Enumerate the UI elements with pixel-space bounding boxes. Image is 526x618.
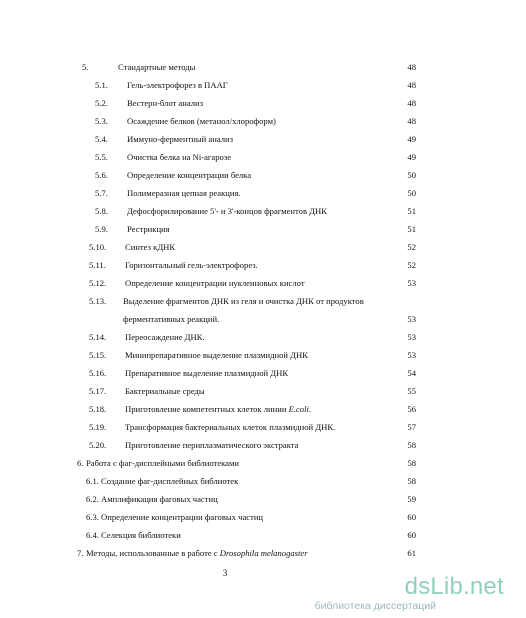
toc-entry-number: 5.17. — [89, 386, 107, 396]
toc-entry-title-text: Препаративное выделение плазмидной ДНК — [125, 368, 289, 378]
toc-entry-page: 52 — [407, 260, 416, 270]
toc-entry-page: 49 — [407, 152, 416, 162]
toc-entry-title — [127, 116, 276, 126]
toc-entry-page: 53 — [407, 314, 416, 324]
toc-entry-title-text: Стандартные методы — [118, 62, 196, 72]
toc-entry-title — [127, 224, 170, 234]
toc-entry-page: 53 — [407, 278, 416, 288]
toc-entry-title-text: Рестрикция — [127, 224, 170, 234]
toc-entry-page: 48 — [407, 62, 416, 72]
toc-entry-title-text: ферментативных реакций. — [123, 314, 220, 324]
toc-entry-title-text: Приготовление периплазматического экстракта — [125, 440, 299, 450]
toc-entry-page: 57 — [407, 422, 416, 432]
toc-entry-page: 48 — [407, 98, 416, 108]
toc-entry-number: 5.1. — [95, 80, 108, 90]
toc-entry-number: 5.12. — [89, 278, 107, 288]
toc-entry-title — [86, 530, 181, 540]
toc-entry-title-text: Бактериальные среды — [125, 386, 205, 396]
toc-entry-number: 5.11. — [89, 260, 106, 270]
toc-entry-number: 6. — [77, 458, 84, 468]
toc-entry-number: 5.10. — [89, 242, 107, 252]
toc-entry-page: 50 — [407, 170, 416, 180]
toc-entry-title — [127, 152, 231, 162]
toc-entry-title-text: 6.4. Селекция библиотеки — [86, 530, 181, 540]
toc-entry-title-text: Методы, использованные в работе с — [86, 548, 218, 558]
toc-entry-title-text: Приготовление компетентных клеток линии — [125, 404, 287, 414]
toc-entry-page: 51 — [407, 224, 416, 234]
toc-entry-number: 5.4. — [95, 134, 108, 144]
toc-entry-title-text: Определение концентрации нуклеиновых кислот — [125, 278, 305, 288]
toc-entry-title — [86, 512, 263, 522]
toc-entry-number: 5.9. — [95, 224, 108, 234]
watermark — [314, 573, 504, 612]
toc-entry-title — [125, 260, 258, 270]
toc-entry-title-suffix: . — [308, 404, 312, 414]
toc-entry-number: 5.2. — [95, 98, 108, 108]
watermark-logo: dsLib.net — [404, 573, 504, 600]
toc-entry-number: 5.13. — [89, 296, 107, 306]
toc-entry-title-text: Минипрепаративное выделение плазмидной ДНК — [125, 350, 308, 360]
toc-entry-title-text: Гель-электрофорез в ПААГ — [127, 80, 228, 90]
toc-entry-title-italic: E.coli — [288, 404, 309, 414]
toc-entry-page: 51 — [407, 206, 416, 216]
toc-entry-title — [125, 368, 288, 378]
toc-entry-number: 5.7. — [95, 188, 108, 198]
toc-entry-page: 59 — [407, 494, 416, 504]
toc-entry-title — [125, 404, 311, 414]
toc-entry-title-text: Дефосфорилирование 5'- и 3'-концов фрагментов ДНК — [127, 206, 327, 216]
page-number: 3 — [222, 568, 228, 578]
toc-entry-page: 49 — [407, 134, 416, 144]
toc-entry-title-text: Горизонтальный гель-электрофорез. — [125, 260, 258, 270]
toc-entry-title — [86, 458, 239, 468]
toc-entry-page: 53 — [407, 332, 416, 342]
toc-entry-title-text: Выделение фрагментов ДНК из геля и очистка ДНК от продуктов — [123, 296, 364, 306]
toc-entry-number: 5.5. — [95, 152, 108, 162]
toc-entry-title-text: Иммуно-ферментный анализ — [127, 134, 233, 144]
toc-entry-title-text: Определение концентрации белка — [127, 170, 252, 180]
toc-entry-title — [125, 242, 175, 252]
toc-entry-title — [86, 476, 238, 486]
toc-entry-page: 54 — [407, 368, 416, 378]
toc-entry-title-text: Вестерн-блот анализ — [127, 98, 204, 108]
toc-entry-title-text: Очистка белка на Ni-агарозе — [127, 152, 232, 162]
toc-entry-title — [125, 440, 298, 450]
toc-entry-title-text: Работа с фаг-дисплейными библиотеками — [86, 458, 240, 468]
toc-entry-title — [127, 98, 203, 108]
toc-entry-title — [127, 188, 241, 198]
toc-entry-title-italic: Drosophila melanogaster — [219, 548, 308, 558]
toc-entry-title — [125, 332, 205, 342]
toc-entry-page: 53 — [407, 350, 416, 360]
toc-entry-title-text: Синтез кДНК — [125, 242, 176, 252]
toc-entry-number: 5.18. — [89, 404, 107, 414]
toc-entry-number: 5.6. — [95, 170, 108, 180]
toc-entry-number: 5.15. — [89, 350, 107, 360]
toc-entry-page: 52 — [407, 242, 416, 252]
toc-entry-title — [127, 170, 251, 180]
toc-entry-title-text: Осаждение белков (метанол/хлороформ) — [127, 116, 276, 126]
toc-entry-page: 58 — [407, 440, 416, 450]
toc-entry-page: 58 — [407, 476, 416, 486]
toc-entry-title — [86, 494, 218, 504]
toc-entry-title — [127, 80, 228, 90]
toc-entry-title — [127, 206, 327, 216]
toc-entry-number: 5.16. — [89, 368, 107, 378]
toc-entry-number: 5. — [82, 62, 89, 72]
toc-entry-title — [118, 62, 195, 72]
toc-entry-title — [86, 548, 308, 558]
toc-entry-title — [127, 134, 233, 144]
watermark-subtitle: библиотека диссертаций — [314, 600, 436, 612]
toc-entry-number: 5.20. — [89, 440, 107, 450]
toc-entry-title — [125, 422, 335, 432]
toc-entry-page: 60 — [407, 530, 416, 540]
toc-entry-title — [125, 278, 305, 288]
toc-entry-page: 61 — [407, 548, 416, 558]
toc-entry-page: 58 — [407, 458, 416, 468]
toc-entry-page: 60 — [407, 512, 416, 522]
toc-entry-number: 7. — [77, 548, 84, 558]
toc-entry-title-text: 6.1. Создание фаг-дисплейных библиотек — [86, 476, 239, 486]
toc-entry-page: 48 — [407, 116, 416, 126]
toc-entry-page: 55 — [407, 386, 416, 396]
toc-entry-title-text: 6.3. Определение концентрации фаговых частиц — [86, 512, 264, 522]
toc-entry-title — [125, 350, 308, 360]
toc-entry-number: 5.8. — [95, 206, 108, 216]
toc-entry-page: 56 — [407, 404, 416, 414]
toc-entry-number: 5.19. — [89, 422, 107, 432]
toc-entry-number: 5.14. — [89, 332, 107, 342]
toc-entry-number: 5.3. — [95, 116, 108, 126]
toc-entry-title-text: 6.2. Амплификация фаговых частиц — [86, 494, 218, 504]
toc-entry-title-text: Трансформация бактериальных клеток плазмидной ДНК. — [125, 422, 336, 432]
toc-entry-title — [125, 386, 205, 396]
toc-entry-title — [123, 314, 219, 324]
toc-entry-title-text: Переосаждение ДНК. — [125, 332, 205, 342]
toc-entry-title-text: Полимеразная цепная реакция. — [127, 188, 241, 198]
toc-entry-page: 50 — [407, 188, 416, 198]
toc-entry-title — [123, 296, 364, 306]
toc-entry-page: 48 — [407, 80, 416, 90]
